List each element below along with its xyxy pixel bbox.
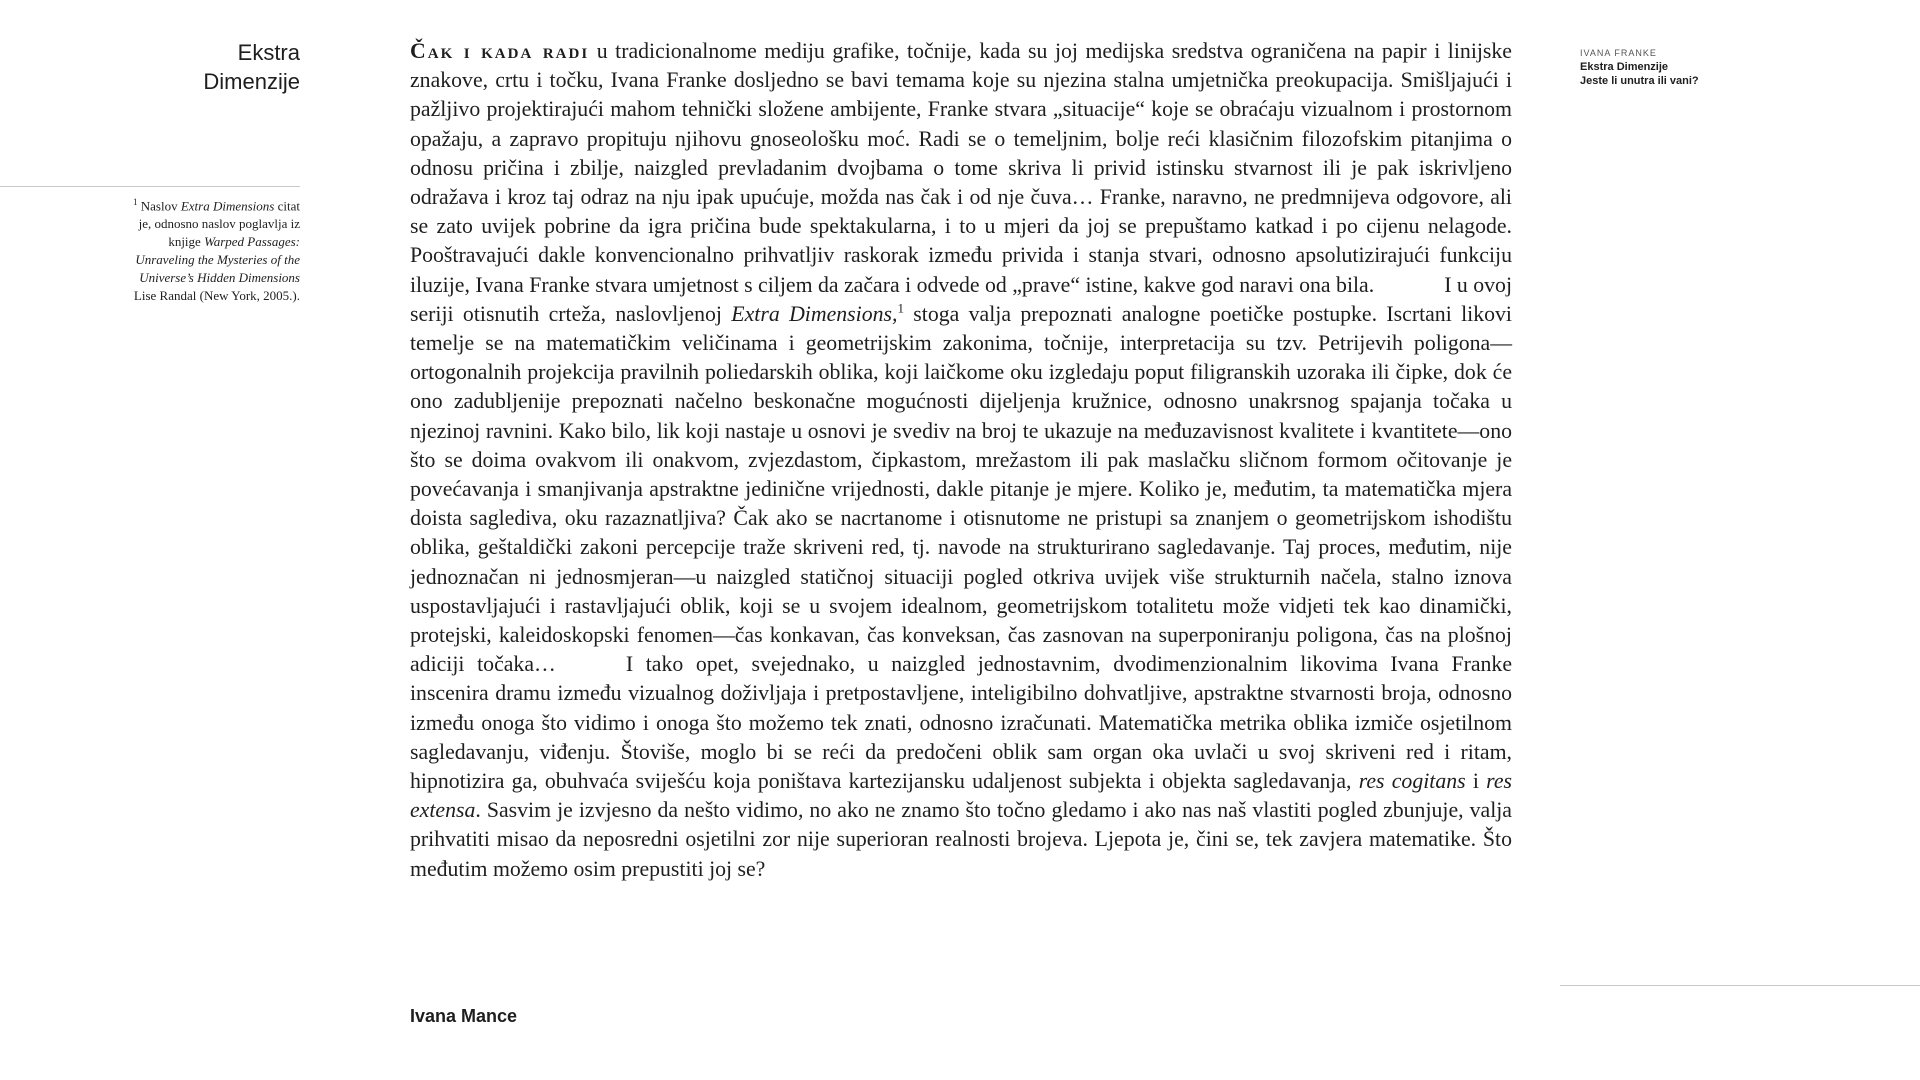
section-title-line-2: Dimenzije xyxy=(203,69,300,94)
author-name: Ivana Mance xyxy=(410,1006,518,1026)
paragraph-3-start: I tako opet, svejednako, u naizgled jednostavnim, dvodimenzionalnim likovima Ivana Franke inscenira dramu između vizualnog doživljaja i pretpostavljene, inteligibilno dohvatljive, apstraktne stvarnosti broja, odnosno između onoga što vidimo i onoga što možemo tek znati, odnosno izračunati. Matematička metrika oblika izmiče osjetilnom sagledavanju, viđenju. Štoviše, moglo bi se reći da predočeni oblik sam organ oka uvlači u svoj skriveni red i ritam, hipnotizira ga, obuhvaća sviješću koja poništava kartezijansku udaljenost subjekta i objekta sagledavanja, xyxy=(410,652,1513,794)
section-title-block xyxy=(0,38,300,96)
footnote-book: Warped Passages: Unraveling the Mysteries of the Universe’s Hidden Dimensions xyxy=(135,234,300,286)
footnote-mid: citat je, odnosno naslov poglavlja iz knjige xyxy=(138,198,300,250)
section-title xyxy=(0,38,300,96)
footnote-marker: 1 xyxy=(132,197,138,207)
running-head-work: Ekstra Dimenzije xyxy=(1580,61,1669,73)
section-title-line-1: Ekstra xyxy=(237,40,300,65)
footnote-title: Extra Dimensions xyxy=(180,198,275,214)
footnote-reference: 1 xyxy=(897,300,904,316)
paragraph-3-italic-2: res extensa xyxy=(410,769,1512,823)
lead-smallcaps: Čak i kada radi xyxy=(410,39,590,63)
running-head-artist: IVANA FRANKE xyxy=(1580,48,1657,58)
paragraph-2-rest: stoga valja prepoznati analogne poetičke postupke. Iscrtani likovi temelje se na matematičkim veličinama i geometrijskim zakonima, točnije, interpretacija su tzv. Petrijevih poligona—ortogonalnih projekcija pravilnih poliedarskih oblika, koji laičkome oku izgledaju poput filigranskih uzoraka ili čipke, dok će ono zadubljenije prepoznati načelno beskonačne mogućnosti dijeljenja kružnice, odnosno unakrsnog spajanja točaka u njezinoj ravnini. Kako bilo, lik koji nastaje u osnovi je svediv na broj te ukazuje na međuzavisnost kvalitete i kvantitete—ono što se doima ovakvom ili onakvom, zvjezdastom, čipkastom, mrežastom ili pak maslačku sličnom formom očitovanje je povećavanja i smanjivanja apstraktne jedinične vrijednosti, dakle pitanje je mjere. Koliko je, međutim, ta matematička mjera doista saglediva, oku razaznatljiva? Čak ako se nacrtanome i otisnutome ne pristupi sa znanjem o geometrijskom ishodištu oblika, geštaldički zakoni percepcije traže skriveni red, tj. navode na strukturirano sagledavanje. Taj proces, međutim, nije jednoznačan ni jednosmjeran—u naizgled statičnoj situaciji pogled otkriva uvijek više strukturnih načela, stalno iznova uspostavljajući i rastavljajući oblik, koji se u svojem idealnom, geometrijskom totalitetu može vidjeti tek kao dinamički, protejski, kaleidoskopski fenomen—čas konkavan, čas konveksan, čas zasnovan na superponiranju poligona, čas na plošnoj adiciji točaka… xyxy=(410,301,1512,677)
paragraph-2-italic: Extra Dimensions, xyxy=(731,301,898,326)
footnote-lead: Naslov xyxy=(140,198,181,214)
right-divider xyxy=(1560,985,1920,986)
running-head-subtitle: Jeste li unutra ili vani? xyxy=(1580,75,1699,87)
paragraph-3-and: i xyxy=(1465,769,1487,794)
paragraph-3-italic-1: res cogitans xyxy=(1358,769,1466,794)
running-head xyxy=(1580,46,1750,88)
footnote-tail: Lise Randal (New York, 2005.). xyxy=(133,288,300,304)
essay-text xyxy=(410,37,1512,884)
paragraph-2-start: I u ovoj seriji otisnutih crteža, naslovljenoj xyxy=(410,272,1512,326)
left-divider xyxy=(0,186,300,187)
paragraph-3-rest: . Sasvim je izvjesno da nešto vidimo, no ako ne znamo što točno gledamo i ako nas naš vlastiti pogled zbunjuje, valja prihvatiti misao da neposredni osjetilni zor nije superioran realnosti brojeva. Ljepota je, čini se, tek zavjera matematike. Što međutim možemo osim prepustiti joj se? xyxy=(410,798,1512,881)
footnote xyxy=(120,193,300,305)
essay-body xyxy=(410,37,1512,884)
paragraph-1: u tradicionalnome mediju grafike, točnije, kada su joj medijska sredstva ograničena na papir i linijske znakove, crtu i točku, Ivana Franke dosljedno se bavi temama koje su njezina stalna umjetnička preokupacija. Smišljajući i pažljivo projektirajući mahom tehnički složene ambijente, Franke stvara „situacije“ koje se obraćaju vizualnom i prostornom opažaju, a zapravo propituju njihovu gnoseološku moć. Radi se o temeljnim, bolje reći klasičnim filozofskim pitanjima o odnosu pričina i zbilje, naizgled prevladanim dvojbama o tome skriva li privid istinsku stvarnost ili je pak iskrivljeno odražava i kroz taj odraz na nju ipak upućuje, možda nas čak i od nje čuva… Franke, naravno, ne predmnijeva odgovore, ali se zato uvijek pobrine da igra pričina bude spektakularna, i to u mjeri da joj se prepuštamo katkad i po cijenu nelagode. Pooštravajući dakle konvencionalno prihvatljiv raskorak između privida i stanja stvari, odnosno apsolutizirajući funkciju iluzije, Ivana Franke stvara umjetnost s ciljem da začara i odvede od „prave“ istine, kakve god naravi ona bila. xyxy=(410,39,1512,297)
